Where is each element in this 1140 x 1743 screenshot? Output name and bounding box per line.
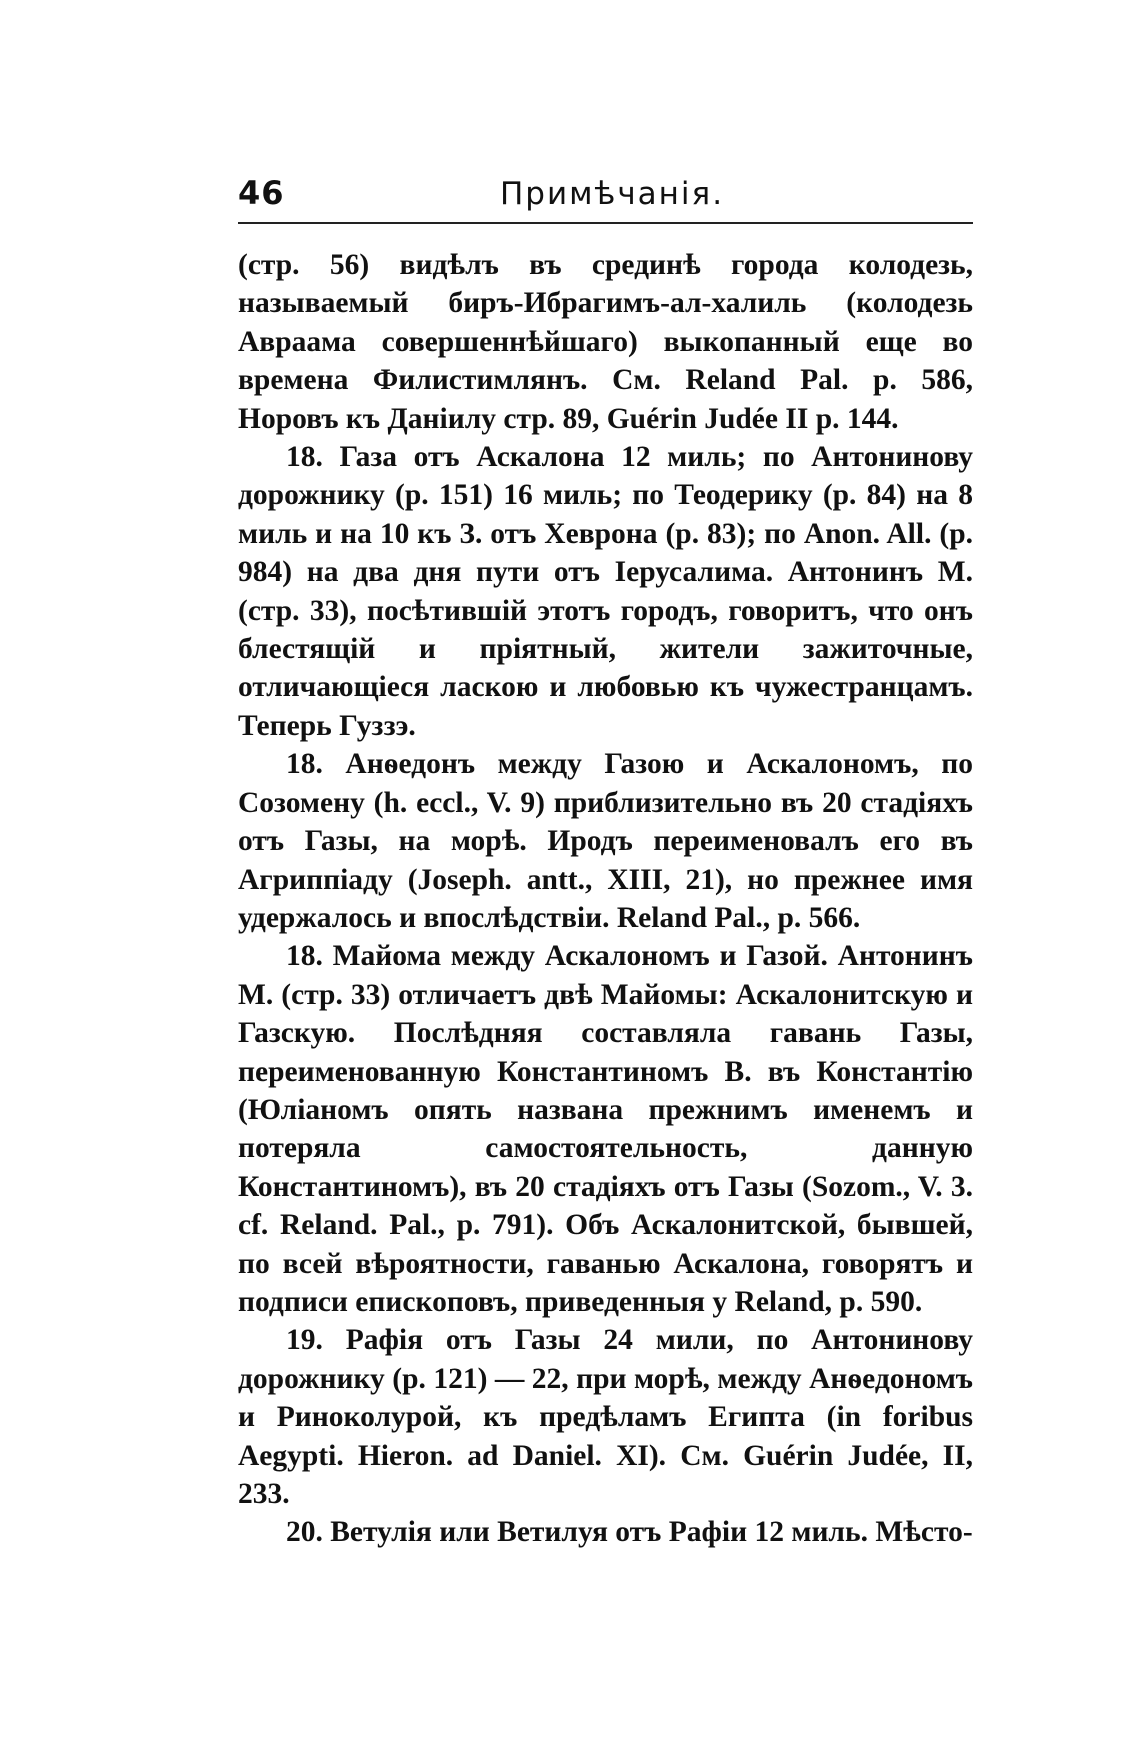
notes-body (238, 246, 973, 1552)
note-paragraph-anthedon: 18. Анѳедонъ между Газою и Аскалономъ, по Созомену (h. eccl., V. 9) приблизительно въ 20 стадіяхъ отъ Газы, на морѣ. Иродъ переименовалъ его въ Агриппіаду (Joseph. antt., XIII, 21), но прежнее имя удержалось и впослѣдствіи. Reland Pal., p. 566. (238, 748, 973, 934)
note-paragraph-continuation: (стр. 56) видѣлъ въ срединѣ города колодезь, называемый биръ-Ибрагимъ-ал-халиль (колодезь Авраама совершеннѣйшаго) выкопанный еще во времена Филистимлянъ. См. Reland Pal. p. 586, Норовъ къ Даніилу стр. 89, Guérin Judée II p. 144. (238, 249, 973, 435)
header-rule (238, 222, 973, 224)
note-paragraph-betulia: 20. Ветулія или Ветилуя отъ Рафіи 12 миль. Мѣсто- (286, 1516, 973, 1549)
note-paragraph-raphia: 19. Рафія отъ Газы 24 мили, по Антонинову дорожнику (p. 121) — 22, при морѣ, между Анѳедономъ и Риноколурой, къ предѣламъ Египта (in foribus Aegypti. Hieron. ad Daniel. XI). См. Guérin Judée, II, 233. (238, 1324, 973, 1510)
book-page (238, 170, 973, 1552)
running-title: Примѣчанія. (500, 176, 725, 212)
note-paragraph-gaza: 18. Газа отъ Аскалона 12 миль; по Антонинову дорожнику (p. 151) 16 миль; по Теодерику (p. 84) на 8 миль и на 10 къ З. отъ Хеврона (p. 83); по Anon. All. (p. 984) на два дня пути отъ Іерусалима. Антонинъ М. (стр. 33), посѣтившій этотъ городъ, говоритъ, что онъ блестящій и пріятный, жители зажиточные, отличающіеся ласкою и любовью къ чужестранцамъ. Теперь Гуззэ. (238, 441, 973, 742)
note-paragraph-maioma: 18. Майома между Аскалономъ и Газой. Антонинъ М. (стр. 33) отличаетъ двѣ Майомы: Аскалонитскую и Газскую. Послѣдняя составляла гавань Газы, переименованную Константиномъ В. въ Константію (Юліаномъ опять названа прежнимъ именемъ и потеряла самостоятельность, данную Константиномъ), въ 20 стадіяхъ отъ Газы (Sozom., V. 3. cf. Reland. Pal., p. 791). Объ Аскалонитской, бывшей, по всей вѣроятности, гаванью Аскалона, говорятъ и подписи епископовъ, приведенныя у Reland, p. 590. (238, 940, 973, 1318)
page-number: 46 (238, 174, 285, 212)
page-header (238, 170, 973, 216)
